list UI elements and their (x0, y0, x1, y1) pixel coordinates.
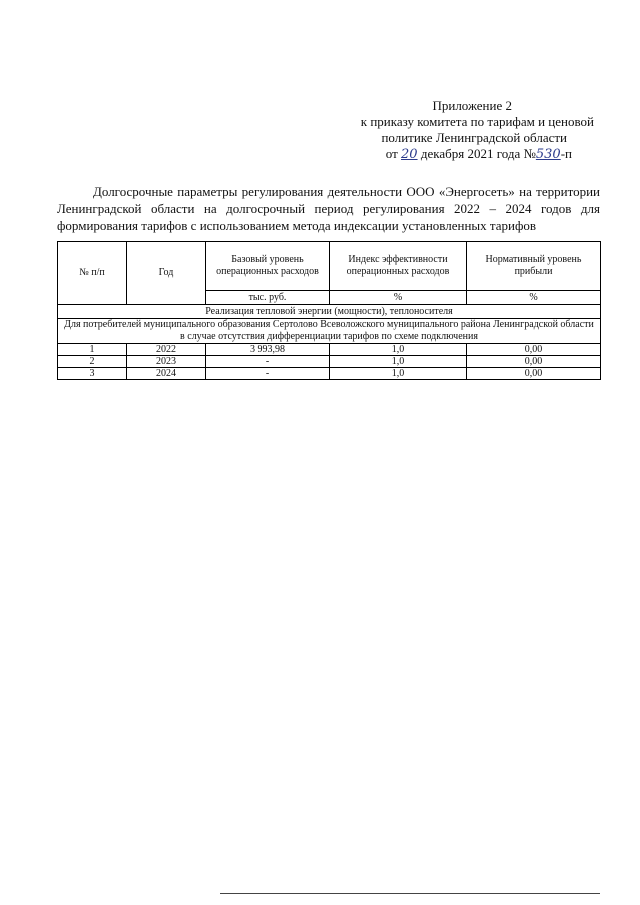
header-year: Год (127, 242, 206, 305)
row-profit: 0,00 (467, 368, 601, 380)
appendix-authority: политике Ленинградской области (381, 130, 567, 145)
table-row (58, 344, 601, 356)
header-efficiency-index: Индекс эффективности операционных расходов (330, 242, 467, 291)
row-year: 2022 (127, 344, 206, 356)
row-num: 3 (58, 368, 127, 380)
unit-index: % (330, 291, 467, 305)
header-base-level: Базовый уровень операционных расходов (206, 242, 330, 291)
row-base: - (206, 356, 330, 368)
appendix-date-line (340, 146, 600, 163)
header-num: № п/п (58, 242, 127, 305)
consumer-row (58, 319, 601, 344)
date-day: 20 (401, 147, 418, 162)
footer-divider (220, 893, 600, 894)
row-num: 1 (58, 344, 127, 356)
section-row (58, 305, 601, 319)
order-suffix: -п (560, 146, 572, 161)
table-header-row (58, 242, 601, 291)
date-rest: декабря 2021 года № (420, 146, 536, 161)
row-index: 1,0 (330, 368, 467, 380)
document-title: Долгосрочные параметры регулирования деятельности ООО «Энергосеть» на территории Ленинградской области на долгосрочный период регулирования 2022 – 2024 годов для формирования тарифов с использованием метода индексации установленных тарифов (57, 184, 600, 233)
row-profit: 0,00 (467, 356, 601, 368)
consumer-label: Для потребителей муниципального образования Сертолово Всеволожского муниципального района Ленинградской области в случае отсутствия дифференциации тарифов по схеме подключения (58, 319, 601, 344)
row-num: 2 (58, 356, 127, 368)
row-base: - (206, 368, 330, 380)
row-year: 2023 (127, 356, 206, 368)
table-row (58, 356, 601, 368)
table-row (58, 368, 601, 380)
appendix-header (340, 98, 600, 163)
row-base: 3 993,98 (206, 344, 330, 356)
section-label: Реализация тепловой энергии (мощности), теплоносителя (58, 305, 601, 319)
parameters-table (57, 241, 601, 380)
row-index: 1,0 (330, 356, 467, 368)
unit-profit: % (467, 291, 601, 305)
appendix-order-ref: к приказу комитета по тарифам и ценовой (360, 114, 594, 129)
appendix-number: Приложение 2 (432, 98, 512, 113)
row-profit: 0,00 (467, 344, 601, 356)
header-profit-level: Нормативный уровень прибыли (467, 242, 601, 291)
order-number: 530 (535, 147, 561, 162)
row-year: 2024 (127, 368, 206, 380)
row-index: 1,0 (330, 344, 467, 356)
unit-base: тыс. руб. (206, 291, 330, 305)
date-prefix: от (385, 146, 398, 161)
